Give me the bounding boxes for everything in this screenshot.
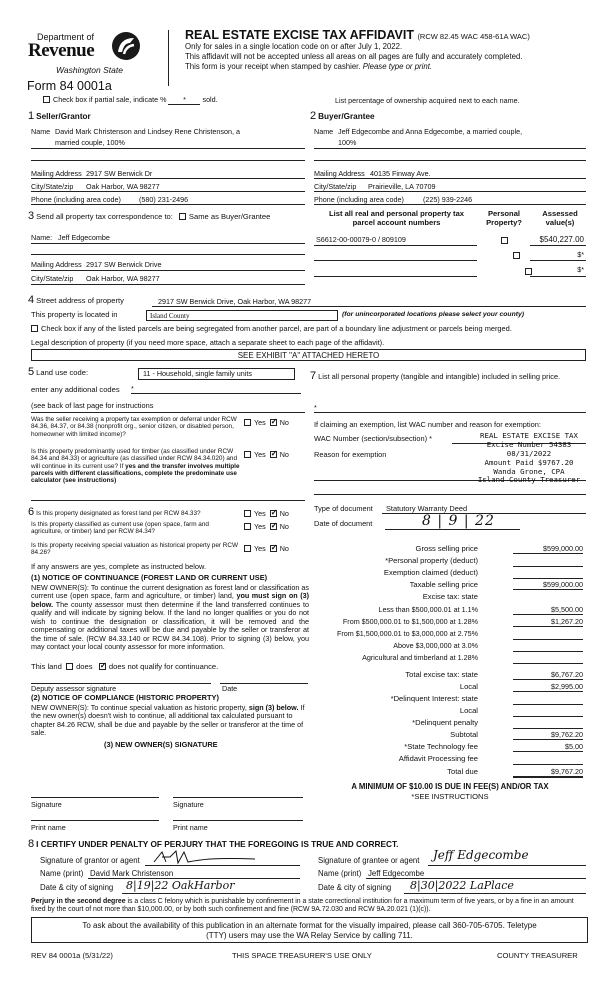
additional-codes-input[interactable]: *	[131, 385, 301, 394]
access-line-1: To ask about the availability of this publication in an alternate format for the visually impaired, please call 360-705-6705. Teletype	[82, 921, 537, 930]
tech-fee-value[interactable]: $5.00	[513, 743, 583, 752]
lu-q2-yes[interactable]	[244, 451, 251, 458]
subtotal-value[interactable]: $9,762.20	[513, 731, 583, 740]
des-q1-answers: Yes ✓ No	[244, 510, 289, 518]
parcel-3-assessed[interactable]: $*	[577, 265, 584, 274]
grantee-name[interactable]: Jeff Edgecombe	[368, 869, 425, 878]
des-q1-yes[interactable]	[244, 510, 251, 517]
total-state-value[interactable]: $6,767.20	[513, 671, 583, 680]
seller-name-label: Name	[31, 127, 51, 136]
form-number: Form 84 0001a	[27, 79, 112, 93]
land-use-value: 11 - Household, single family units	[143, 369, 252, 378]
seller-name-cont[interactable]: married couple, 100%	[55, 138, 125, 147]
designation-q3: Is this property receiving special valuation as historical property per RCW 84.26?	[31, 542, 239, 557]
grantor-date-label: Date & city of signing	[40, 883, 114, 892]
des-q1-no[interactable]	[270, 510, 277, 517]
segregated-checkbox[interactable]	[31, 325, 38, 332]
deputy-date-label: Date	[222, 684, 238, 693]
personal-property-heading: 7 List all personal property (tangible and intangible) included in selling price.	[310, 370, 561, 382]
land-does-not-checkbox[interactable]	[99, 663, 106, 670]
wac-value[interactable]: *	[429, 434, 433, 443]
seller-city-label: City/State/zip	[31, 182, 74, 191]
parcel-row-1[interactable]: S6612-00-00079-0 / 809109	[316, 235, 406, 244]
local-label: Local	[459, 682, 478, 691]
seller-phone[interactable]: (580) 231-2496	[139, 195, 189, 204]
deputy-label: Deputy assessor signature	[31, 684, 117, 693]
tier4-label: Above $3,000,000 at 3.0%	[393, 641, 478, 650]
local-value[interactable]: $2,995.00	[513, 683, 583, 692]
tier3-label: From $1,500,000.01 to $3,000,000 at 2.75%	[336, 629, 478, 638]
delinq-state-label: *Delinquent Interest: state	[390, 694, 478, 703]
stamp-line-3: 08/31/2022	[506, 448, 552, 458]
tier2-label: From $500,000.01 to $1,500,000 at 1.28%	[342, 617, 478, 626]
street-address[interactable]: 2917 SW Berwick Drive, Oak Harbor, WA 98277	[158, 297, 312, 306]
tier3-value[interactable]	[513, 630, 583, 640]
seller-mailing-label: Mailing Address	[31, 169, 82, 178]
footer-county: COUNTY TREASURER	[497, 951, 578, 960]
exemption-deduct-label: Exemption claimed (deduct)	[383, 568, 478, 577]
exemption-label: If claiming an exemption, list WAC number and reason for exemption:	[314, 420, 541, 429]
corr-city[interactable]: Oak Harbor, WA 98277	[86, 274, 160, 283]
treasurer-stamp	[470, 432, 588, 485]
delinq-local-value[interactable]	[513, 707, 583, 717]
corr-mailing[interactable]: 2917 SW Berwick Drive	[86, 260, 162, 269]
certify-heading: 8 I CERTIFY UNDER PENALTY OF PERJURY THAT THE FOREGOING IS TRUE AND CORRECT.	[28, 838, 399, 850]
des-q2-yes[interactable]	[244, 523, 251, 530]
county-select[interactable]	[146, 310, 338, 321]
land-use-row: 5 Land use code:	[28, 366, 89, 378]
grantor-name-label: Name (print)	[40, 869, 84, 878]
grantor-sig-label: Signature of grantor or agent	[40, 856, 140, 865]
header-line-1: Only for sales in a single location code on or after July 1, 2022.	[185, 42, 403, 51]
personal-header: Personal Property?	[486, 209, 522, 227]
partial-sale-percent[interactable]: *	[168, 96, 200, 105]
notice2-title: (2) NOTICE OF COMPLIANCE (HISTORIC PROPERTY)	[31, 693, 219, 702]
corr-name-label: Name:	[31, 233, 53, 242]
exemption-reason-label: Reason for exemption	[314, 450, 387, 459]
buyer-phone[interactable]: (225) 939-2246	[423, 195, 473, 204]
seller-phone-label: Phone (including area code)	[31, 195, 121, 204]
excise-state-label: Excise tax: state	[422, 592, 478, 601]
designation-q1: 6 Is this property designated as forest land per RCW 84.33?	[28, 506, 201, 518]
owner-sig-label-2: Signature	[173, 800, 204, 809]
personal-property-value[interactable]: *	[314, 403, 317, 412]
notice1-body: NEW OWNER(S): To continue the current designation as forest land or classification as current use (open space, farm and agriculture, or timber) land, you must sign on (3) below. The county assessor must then determine if the land transferred continues to qualify and will indicate by signing below. If the land no longer qualifies or you do not wish to continue the designation or classification, it will be removed and the compensating or additional taxes will be due and payable by the seller or transferor at the time of sale. (RCW 84.33.140 or RCW 84.34.108). Prior to signing (3) below, you may contact your local county assessor for more information.	[31, 583, 310, 651]
stamp-line-6: Island County Treasurer	[477, 475, 581, 485]
header-line-3: This form is your receipt when stamped by cashier. Please type or print.	[185, 62, 433, 71]
doc-date-value[interactable]: 8 | 9 | 22	[422, 513, 495, 529]
tier4-value[interactable]	[513, 642, 583, 652]
legal-label: Legal description of property (if you need more space, attach a separate sheet to each page of the affidavit).	[31, 338, 385, 347]
lu-question-1: Was the seller receiving a property tax exemption or deferral under RCW 84.36, 84.37, or 84.38 (nonprofit org., senior citizen, or disabled person, homeowner with limited income)?	[31, 416, 237, 438]
notice1-title: (1) NOTICE OF CONTINUANCE (FOREST LAND OR CURRENT USE)	[31, 573, 268, 582]
segregated-row: Check box if any of the listed parcels are being segregated from another parcel, are part of a boundary line adjustment or parcels being merged.	[31, 325, 512, 334]
lu-q1-yes[interactable]	[244, 419, 251, 426]
grantee-name-label: Name (print)	[318, 869, 362, 878]
parcels-header: List all real and personal property tax parcel account numbers	[328, 209, 465, 227]
state-name: Washington State	[56, 65, 123, 75]
see-instructions: *SEE INSTRUCTIONS	[411, 792, 489, 801]
correspondence-heading: 3 Send all property tax correspondence to: Same as Buyer/Grantee	[28, 210, 271, 222]
penalty-value[interactable]	[513, 719, 583, 729]
des-q3-no[interactable]	[270, 545, 277, 552]
buyer-mailing-label: Mailing Address	[314, 169, 365, 178]
exemption-deduct-value[interactable]	[513, 569, 583, 579]
tier5-label: Agricultural and timberland at 1.28%	[362, 653, 478, 662]
lu-q2-answers: Yes ✓ No	[244, 451, 289, 459]
same-as-buyer-checkbox[interactable]	[179, 213, 186, 220]
designation-q2: Is this property classified as current use (open space, farm and agriculture, or timber) land per RCW 84.34?	[31, 521, 209, 536]
if-yes-note: If any answers are yes, complete as instructed below.	[31, 562, 206, 571]
des-q2-no[interactable]	[270, 523, 277, 530]
grantee-date-label: Date & city of signing	[318, 883, 392, 892]
notice3-title: (3) NEW OWNER(S) SIGNATURE	[104, 740, 218, 749]
wac-label: WAC Number (section/subsection) *	[314, 434, 433, 443]
corr-name[interactable]: Jeff Edgecombe	[58, 233, 110, 242]
doc-type-label: Type of document	[314, 504, 373, 513]
form-title: REAL ESTATE EXCISE TAX AFFIDAVIT (RCW 82.45 WAC 458-61A WAC)	[185, 28, 530, 42]
additional-codes-label: enter any additional codes	[31, 385, 120, 394]
owner-print-label-1: Print name	[31, 823, 66, 832]
lu-q1-no[interactable]	[270, 419, 277, 426]
gross-value[interactable]: $599,000.00	[513, 545, 583, 554]
stamp-line-5: Wanda Grone, CPA	[493, 466, 565, 476]
legal-description[interactable]: SEE EXHIBIT "A" ATTACHED HERETO	[31, 349, 586, 361]
des-q3-yes[interactable]	[244, 545, 251, 552]
grantee-sig-label: Signature of grantee or agent	[318, 856, 420, 865]
continuance-row: This land does ✓ does not qualify for continuance.	[31, 663, 218, 672]
lu-question-2: Is this property predominantly used for timber (as classified under RCW 84.34 and 84.33) or agriculture (as classified under RCW 84.34.020) and will continue in its current use? If yes and the transfer involves multiple parcels with different classifications, complete the predominate use calculator (see instructions)	[31, 448, 240, 485]
tier1-label: Less than $500,000.01 at 1.1%	[378, 605, 478, 614]
parcel-1-assessed[interactable]: $540,227.00	[539, 235, 584, 244]
doc-type-value[interactable]: Statutory Warranty Deed	[386, 504, 468, 513]
buyer-phone-label: Phone (including area code)	[314, 195, 404, 204]
access-line-2: (TTY) users may use the WA Relay Service by calling 711.	[206, 931, 413, 940]
total-due-value[interactable]: $9,767.20	[513, 768, 583, 778]
doc-date-label: Date of document	[314, 519, 373, 528]
taxable-value[interactable]: $599,000.00	[513, 581, 583, 590]
stamp-line-2: Excise Number 54383	[486, 439, 572, 449]
grantee-signature[interactable]: Jeff Edgecombe	[433, 848, 529, 862]
partial-sale-row: Check box if partial sale, indicate % * sold.	[43, 96, 218, 105]
total-due-label: Total due	[447, 767, 478, 776]
seller-heading: 1 Seller/Grantor	[28, 110, 91, 122]
grantor-name[interactable]: David Mark Christenson	[90, 869, 174, 878]
delinq-state-value[interactable]	[513, 695, 583, 705]
perjury-note: Perjury in the second degree is a class C felony which is punishable by confinement in a state correctional institution for a maximum term of five years, or by a fine in an amount fixed by the court of not more than $10,000.00, or by both such confinement and fine (RCW 9A.72.030 and RCW 9A.20.021 (1)(c)).	[31, 898, 574, 914]
personal-deduct-value[interactable]	[513, 557, 583, 567]
see-back: (see back of last page for instructions	[31, 401, 154, 410]
grantor-date-place[interactable]: 8|19|22 OakHarbor	[126, 879, 235, 892]
tech-fee-label: *State Technology fee	[404, 742, 478, 751]
total-state-label: Total excise tax: state	[405, 670, 478, 679]
owner-sig-label-1: Signature	[31, 800, 62, 809]
land-use-select[interactable]	[138, 368, 295, 380]
located-label: This property is located in	[31, 310, 118, 319]
buyer-mailing[interactable]: 40135 Finway Ave.	[370, 169, 431, 178]
land-does-checkbox[interactable]	[66, 663, 73, 670]
corr-city-label: City/State/zip	[31, 274, 74, 283]
des-q3-answers: Yes ✓ No	[244, 545, 289, 553]
stamp-line-1: REAL ESTATE EXCISE TAX	[480, 431, 578, 440]
grantor-signature[interactable]	[150, 848, 280, 866]
seller-name[interactable]: David Mark Christenson and Lindsey Rene Christenson, a	[55, 127, 240, 136]
lu-q1-answers: Yes ✓ No	[244, 419, 289, 427]
buyer-name[interactable]: Jeff Edgecombe and Anna Edgecombe, a married couple,	[338, 127, 523, 136]
lu-q2-no[interactable]	[270, 451, 277, 458]
county-select-value: Island County	[150, 312, 190, 320]
ownership-note: List percentage of ownership acquired next to each name.	[335, 96, 520, 105]
dept-line: Department of	[37, 32, 95, 42]
street-row: 4 Street address of property	[28, 294, 124, 306]
buyer-city[interactable]: Prairieville, LA 70709	[368, 182, 436, 191]
minimum-due: A MINIMUM OF $10.00 IS DUE IN FEE(S) AND/OR TAX	[351, 782, 549, 791]
delinq-local-label: Local	[459, 706, 478, 715]
buyer-city-label: City/State/zip	[314, 182, 357, 191]
taxable-label: Taxable selling price	[409, 580, 478, 589]
footer-rev: REV 84 0001a (5/31/22)	[31, 951, 113, 960]
footer-treasurer-use: THIS SPACE TREASURER'S USE ONLY	[232, 951, 372, 960]
seller-city[interactable]: Oak Harbor, WA 98277	[86, 182, 160, 191]
assessed-header: Assessed value(s)	[542, 209, 578, 227]
partial-sale-checkbox[interactable]	[43, 96, 50, 103]
header-line-2: This affidavit will not be accepted unless all areas on all pages are fully and accurately completed.	[185, 52, 523, 61]
penalty-label: *Delinquent penalty	[412, 718, 478, 727]
processing-fee-value[interactable]	[513, 755, 583, 765]
des-q2-answers: Yes ✓ No	[244, 523, 289, 531]
buyer-name-cont[interactable]: 100%	[338, 138, 357, 147]
owner-print-label-2: Print name	[173, 823, 208, 832]
personal-deduct-label: *Personal property (deduct)	[385, 556, 478, 565]
accessibility-box	[31, 917, 588, 943]
tier5-value[interactable]	[513, 654, 583, 664]
buyer-heading: 2 Buyer/Grantee	[310, 110, 375, 122]
revenue-logo-icon	[110, 30, 142, 62]
notice2-body: NEW OWNER(S): To continue special valuation as historic property, sign (3) below. If the new owner(s) doesn't wish to continue, all additional tax calculated pursuant to chapter 84.26 RCW, shall be due and payable by the seller or transferor at the time of sale.	[31, 703, 305, 738]
seller-mailing[interactable]: 2917 SW Berwick Dr	[86, 169, 153, 178]
tier2-value[interactable]: $1,267.20	[513, 618, 583, 627]
located-note: (for unincorporated locations please select your county)	[342, 311, 525, 318]
grantee-date-place[interactable]: 8|30|2022 LaPlace	[410, 879, 514, 892]
gross-label: Gross selling price	[415, 544, 478, 553]
stamp-line-4: Amount Paid $9767.20	[484, 457, 574, 467]
subtotal-label: Subtotal	[450, 730, 478, 739]
parcel-1-personal-checkbox[interactable]	[501, 237, 508, 244]
tier1-value[interactable]: $5,500.00	[513, 606, 583, 615]
processing-fee-label: Affidavit Processing fee	[398, 754, 478, 763]
corr-mailing-label: Mailing Address	[31, 260, 82, 269]
buyer-name-label: Name	[314, 127, 334, 136]
parcel-2-personal-checkbox[interactable]	[513, 252, 520, 259]
revenue-logo-text: Revenue	[28, 40, 95, 61]
parcel-2-assessed[interactable]: $*	[577, 250, 584, 259]
